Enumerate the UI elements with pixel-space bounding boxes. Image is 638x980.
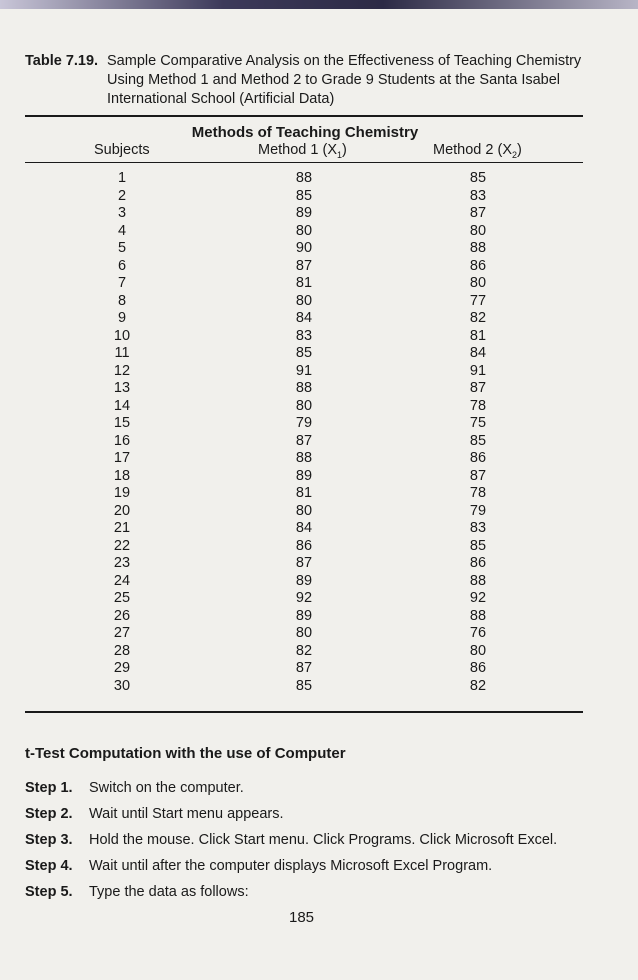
subject-cell: 22 xyxy=(113,537,131,554)
table-bottom-rule xyxy=(25,711,583,713)
method-1-cell: 80 xyxy=(295,292,313,309)
page-number: 185 xyxy=(289,909,315,926)
step-text: Type the data as follows: xyxy=(89,884,249,900)
step-item xyxy=(25,858,605,884)
step-label: Step 1. xyxy=(25,780,73,796)
method-2-cell: 88 xyxy=(469,607,487,624)
table-row xyxy=(0,503,638,521)
subject-cell: 2 xyxy=(117,187,127,204)
page-top-edge xyxy=(0,0,638,9)
table-row xyxy=(0,345,638,363)
table-row xyxy=(0,258,638,276)
method-2-cell: 91 xyxy=(469,362,487,379)
method-1-label: Method 1 (X xyxy=(258,142,337,158)
subject-cell: 25 xyxy=(113,590,131,606)
method-1-cell: 91 xyxy=(295,362,313,379)
method-1-cell: 90 xyxy=(295,240,313,256)
method-2-cell: 87 xyxy=(469,467,487,484)
method-1-cell: 80 xyxy=(295,625,313,641)
subject-cell: 7 xyxy=(117,275,127,291)
subject-cell: 11 xyxy=(114,345,130,361)
table-row xyxy=(0,328,638,346)
method-2-cell: 87 xyxy=(469,205,487,221)
step-label: Step 2. xyxy=(25,806,73,822)
subject-cell: 8 xyxy=(117,292,127,309)
subject-cell: 1 xyxy=(117,170,127,186)
method-2-cell: 85 xyxy=(469,432,487,449)
method-2-cell: 77 xyxy=(469,292,487,309)
method-2-cell: 92 xyxy=(469,590,487,606)
method-1-cell: 89 xyxy=(295,572,313,589)
steps-list xyxy=(25,780,605,910)
table-row xyxy=(0,433,638,451)
method-2-cell: 86 xyxy=(469,660,487,676)
method-1-cell: 87 xyxy=(295,555,313,571)
table-row xyxy=(0,223,638,241)
column-header-method-1 xyxy=(258,142,347,160)
table-row xyxy=(0,608,638,626)
method-2-cell: 88 xyxy=(469,240,487,256)
method-1-cell: 84 xyxy=(295,310,313,326)
method-2-cell: 78 xyxy=(469,485,487,501)
step-label: Step 4. xyxy=(25,858,73,874)
method-2-cell: 80 xyxy=(469,642,487,659)
subject-cell: 19 xyxy=(113,485,131,501)
subject-cell: 28 xyxy=(113,642,131,659)
table-row xyxy=(0,678,638,696)
table-row xyxy=(0,188,638,206)
table-label: Table 7.19. xyxy=(25,53,99,69)
method-2-cell: 86 xyxy=(469,555,487,571)
table-row xyxy=(0,555,638,573)
method-1-cell: 85 xyxy=(295,345,313,361)
table-top-rule xyxy=(25,115,583,117)
subject-cell: 10 xyxy=(113,327,131,344)
table-row xyxy=(0,240,638,258)
table-row xyxy=(0,660,638,678)
table-row xyxy=(0,398,638,416)
step-text: Hold the mouse. Click Start menu. Click Programs. Click Microsoft Excel. xyxy=(89,832,558,848)
subject-cell: 6 xyxy=(117,257,127,274)
column-header-method-2 xyxy=(433,142,522,160)
method-1-cell: 89 xyxy=(295,467,313,484)
subject-cell: 18 xyxy=(113,467,131,484)
method-2-cell: 76 xyxy=(469,625,487,641)
method-1-cell: 88 xyxy=(295,380,313,396)
table-row xyxy=(0,520,638,538)
method-1-subscript: 1 xyxy=(337,149,343,160)
subject-cell: 27 xyxy=(113,625,131,641)
subject-cell: 20 xyxy=(113,502,131,519)
method-2-cell: 79 xyxy=(469,502,487,519)
subject-cell: 14 xyxy=(113,397,131,414)
method-2-cell: 82 xyxy=(469,310,487,326)
method-1-cell: 80 xyxy=(295,222,313,239)
method-1-cell: 84 xyxy=(295,520,313,536)
method-1-cell: 81 xyxy=(295,275,313,291)
subject-cell: 13 xyxy=(113,380,131,396)
step-text: Wait until Start menu appears. xyxy=(89,806,284,822)
method-2-cell: 80 xyxy=(469,275,487,291)
subject-cell: 15 xyxy=(113,415,131,431)
method-1-cell: 81 xyxy=(295,485,313,501)
table-row xyxy=(0,310,638,328)
subject-cell: 5 xyxy=(117,240,127,256)
method-1-cell: 88 xyxy=(295,450,313,466)
step-text: Switch on the computer. xyxy=(89,780,244,796)
table-row xyxy=(0,205,638,223)
method-2-cell: 86 xyxy=(469,257,487,274)
subject-cell: 21 xyxy=(113,520,131,536)
method-2-cell: 80 xyxy=(469,222,487,239)
method-2-cell: 83 xyxy=(469,520,487,536)
method-2-cell: 85 xyxy=(469,537,487,554)
method-1-cell: 87 xyxy=(295,660,313,676)
method-1-cell: 83 xyxy=(295,327,313,344)
table-row xyxy=(0,363,638,381)
table-body xyxy=(0,170,638,695)
method-1-cell: 80 xyxy=(295,502,313,519)
table-row xyxy=(0,573,638,591)
method-1-cell: 88 xyxy=(295,170,313,186)
table-row xyxy=(0,415,638,433)
subject-cell: 9 xyxy=(117,310,127,326)
subject-cell: 12 xyxy=(113,362,131,379)
method-1-cell: 79 xyxy=(295,415,313,431)
step-label: Step 5. xyxy=(25,884,73,900)
step-item xyxy=(25,832,605,858)
method-2-cell: 75 xyxy=(469,415,487,431)
method-1-cell: 85 xyxy=(295,677,313,694)
table-header-rule xyxy=(25,162,583,163)
method-2-cell: 87 xyxy=(469,380,487,396)
method-1-cell: 86 xyxy=(295,537,313,554)
column-header-subjects: Subjects xyxy=(94,142,150,158)
subject-cell: 30 xyxy=(113,677,131,694)
method-2-cell: 82 xyxy=(469,677,487,694)
table-row xyxy=(0,485,638,503)
method-1-cell: 82 xyxy=(295,642,313,659)
table-row xyxy=(0,380,638,398)
method-1-close-paren: ) xyxy=(342,142,347,158)
table-row xyxy=(0,293,638,311)
subject-cell: 16 xyxy=(113,432,131,449)
table-row xyxy=(0,450,638,468)
table-row xyxy=(0,170,638,188)
subject-cell: 29 xyxy=(113,660,131,676)
table-caption xyxy=(25,52,595,109)
step-item xyxy=(25,780,605,806)
method-2-cell: 78 xyxy=(469,397,487,414)
method-1-cell: 92 xyxy=(295,590,313,606)
table-row xyxy=(0,275,638,293)
method-2-close-paren: ) xyxy=(517,142,522,158)
methods-group-header: Methods of Teaching Chemistry xyxy=(191,124,419,141)
method-1-cell: 80 xyxy=(295,397,313,414)
method-2-cell: 81 xyxy=(469,327,487,344)
method-2-label: Method 2 (X xyxy=(433,142,512,158)
method-2-cell: 88 xyxy=(469,572,487,589)
table-caption-text: Sample Comparative Analysis on the Effectiveness of Teaching Chemistry Using Method 1 and Method 2 to Grade 9 Students at the Santa Isabel International School (Artificial Data) xyxy=(107,53,582,107)
method-1-cell: 87 xyxy=(295,257,313,274)
table-row xyxy=(0,538,638,556)
method-2-cell: 83 xyxy=(469,187,487,204)
method-2-cell: 85 xyxy=(469,170,487,186)
step-label: Step 3. xyxy=(25,832,73,848)
step-item xyxy=(25,884,605,910)
method-2-cell: 84 xyxy=(469,345,487,361)
table-row xyxy=(0,468,638,486)
subject-cell: 4 xyxy=(117,222,127,239)
method-1-cell: 89 xyxy=(295,205,313,221)
table-row xyxy=(0,643,638,661)
subject-cell: 23 xyxy=(113,555,131,571)
section-title: t-Test Computation with the use of Computer xyxy=(25,745,346,762)
subject-cell: 26 xyxy=(113,607,131,624)
method-1-cell: 85 xyxy=(295,187,313,204)
method-2-subscript: 2 xyxy=(512,149,518,160)
method-2-cell: 86 xyxy=(469,450,487,466)
subject-cell: 3 xyxy=(117,205,127,221)
method-1-cell: 89 xyxy=(295,607,313,624)
table-row xyxy=(0,625,638,643)
step-text: Wait until after the computer displays Microsoft Excel Program. xyxy=(89,858,493,874)
table-row xyxy=(0,590,638,608)
method-1-cell: 87 xyxy=(295,432,313,449)
subject-cell: 17 xyxy=(113,450,131,466)
subject-cell: 24 xyxy=(113,572,131,589)
step-item xyxy=(25,806,605,832)
